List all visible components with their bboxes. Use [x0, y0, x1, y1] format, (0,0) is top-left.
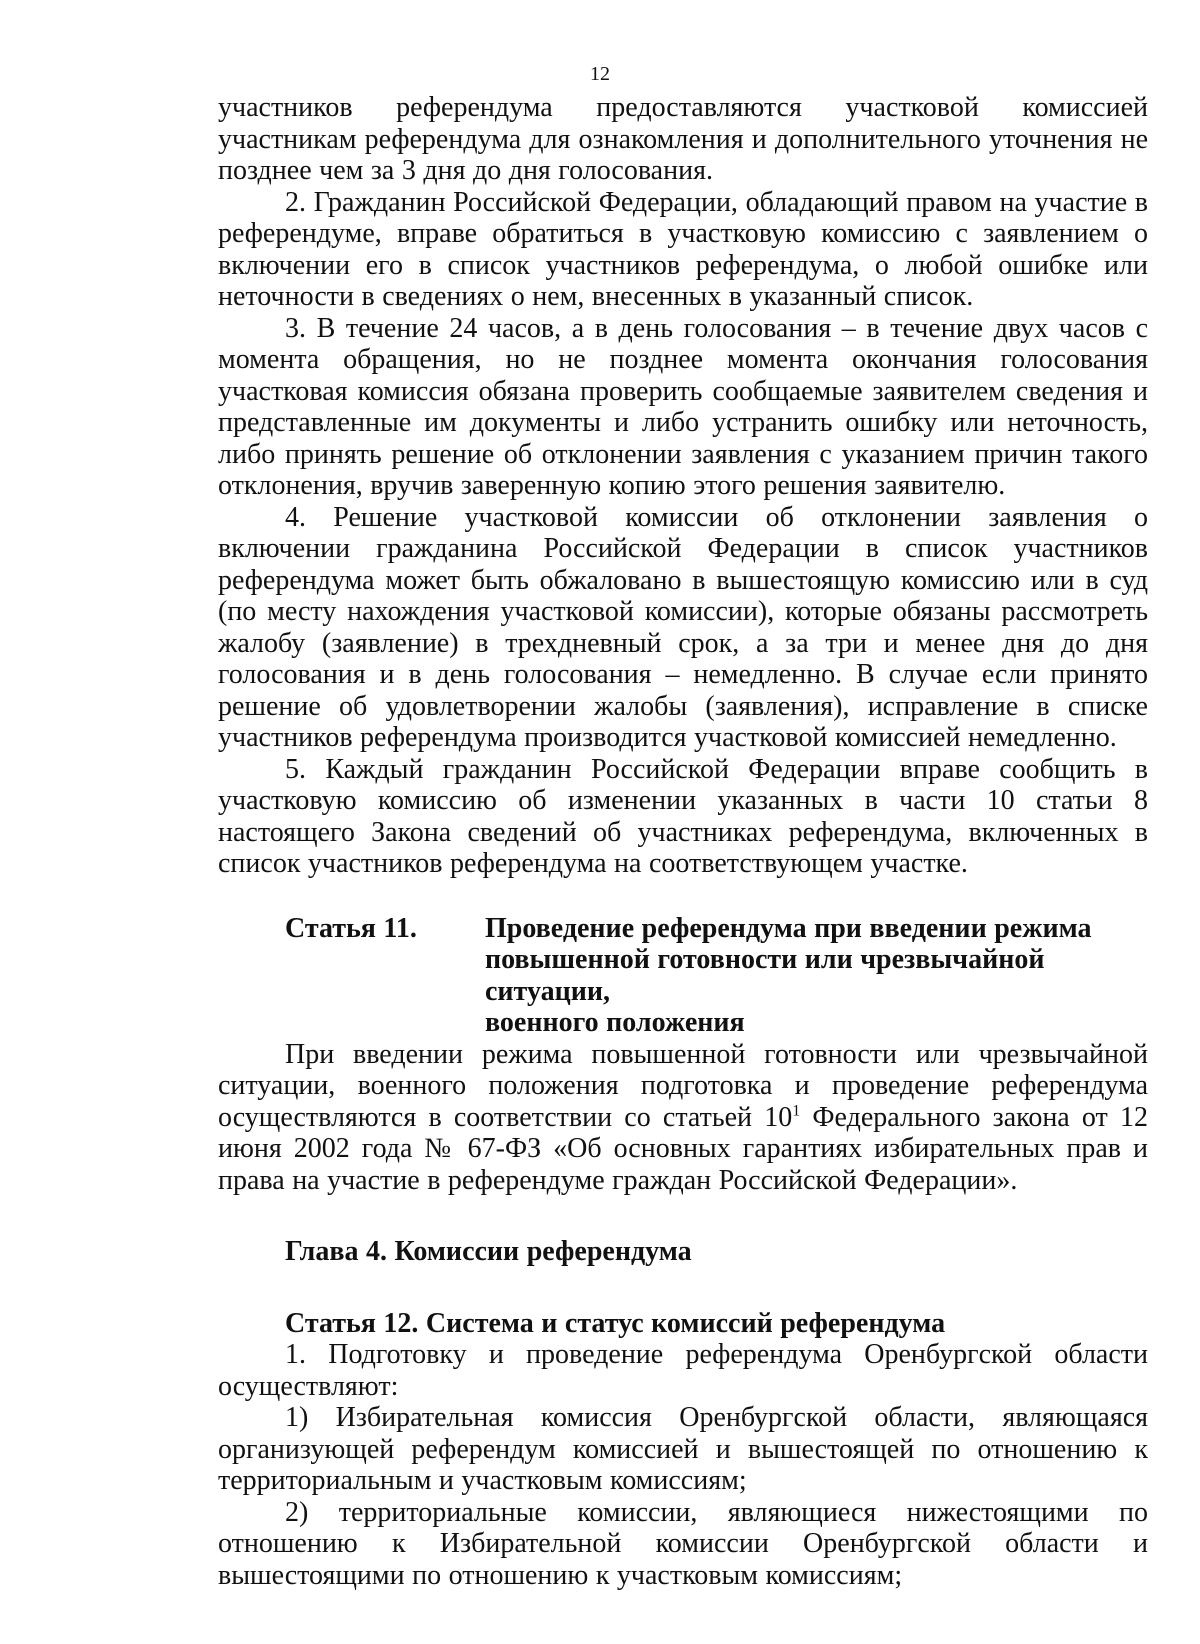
article-12-paragraph-1: 1. Подготовку и проведение референдума Оренбургской области осуществляют:	[218, 1339, 1148, 1402]
page-number: 12	[590, 63, 610, 85]
article-11-text	[218, 1039, 1148, 1197]
article-12-paragraph-3: 2) территориальные комиссии, являющиеся нижестоящими по отношению к Избирательной комиссии Оренбургской области и вышестоящими по отношению к участковым комиссиям;	[218, 1496, 1148, 1591]
document-body	[218, 92, 1148, 1591]
article-11-label: Статья 11.	[285, 912, 417, 944]
article-11-title-line-2: повышенной готовности или чрезвычайной ситуации,	[485, 944, 1045, 1007]
spacer	[218, 880, 1148, 913]
article-11-heading	[218, 913, 1148, 1039]
paragraph-item-2: 2. Гражданин Российской Федерации, обладающий правом на участие в референдуме, вправе обратиться в участковую комиссию с заявлением о включении его в список участников референдума, о любой ошибке или неточности в сведениях о нем, внесенных в указанный список.	[218, 186, 1148, 312]
article-12-paragraph-2: 1) Избирательная комиссия Оренбургской области, являющаяся организующей референдум комиссией и вышестоящей по отношению к территориальным и участковым комиссиям;	[218, 1402, 1148, 1496]
article-11-title-line-1: Проведение референдума при введении режима	[485, 912, 1092, 944]
spacer	[218, 1196, 1148, 1236]
paragraph-continuation: участников референдума предоставляются участковой комиссией участникам референдума для ознакомления и дополнительного уточнения не позднее чем за 3 дня до дня голосования.	[218, 92, 1148, 186]
article-12-heading: Статья 12. Система и статус комиссий референдума	[285, 1307, 946, 1339]
article-11-text-part-2: Федерального закона от 12 июня 2002 года № 67-ФЗ «Об основных гарантиях избирательных прав и права на участие в референдуме граждан Российской Федерации».	[218, 1101, 1148, 1196]
article-11-text-part-1: При введении режима повышенной готовности или чрезвычайной ситуации, военного положения подготовка и проведение референдума осуществляются в соответствии со статьей 10	[218, 1038, 1148, 1133]
article-11-title-line-3: военного положения	[485, 1007, 745, 1038]
chapter-4-heading: Глава 4. Комиссии референдума	[285, 1236, 692, 1267]
spacer	[218, 1268, 1148, 1308]
article-11-superscript: 1	[792, 1102, 801, 1120]
paragraph-item-5: 5. Каждый гражданин Российской Федерации вправе сообщить в участковую комиссию об изменении указанных в части 10 статьи 8 настоящего Закона сведений об участниках референдума, включенных в список участников референдума на соответствующем участке.	[218, 753, 1148, 879]
paragraph-item-3: 3. В течение 24 часов, а в день голосования – в течение двух часов с момента обращения, но не позднее момента окончания голосования участковая комиссия обязана проверить сообщаемые заявителем сведения и представленные им документы и либо устранить ошибку или неточность, либо принять решение об отклонении заявления с указанием причин такого отклонения, вручив заверенную копию этого решения заявителю.	[218, 312, 1148, 501]
paragraph-item-4: 4. Решение участковой комиссии об отклонении заявления о включении гражданина Российской Федерации в список участников референдума может быть обжаловано в вышестоящую комиссию или в суд (по месту нахождения участковой комиссии), которые обязаны рассмотреть жалобу (заявление) в трехдневный срок, а за три и менее дня до дня голосования и в день голосования – немедленно. В случае если принято решение об удовлетворении жалобы (заявления), исправление в списке участников референдума производится участковой комиссией немедленно.	[218, 501, 1148, 753]
